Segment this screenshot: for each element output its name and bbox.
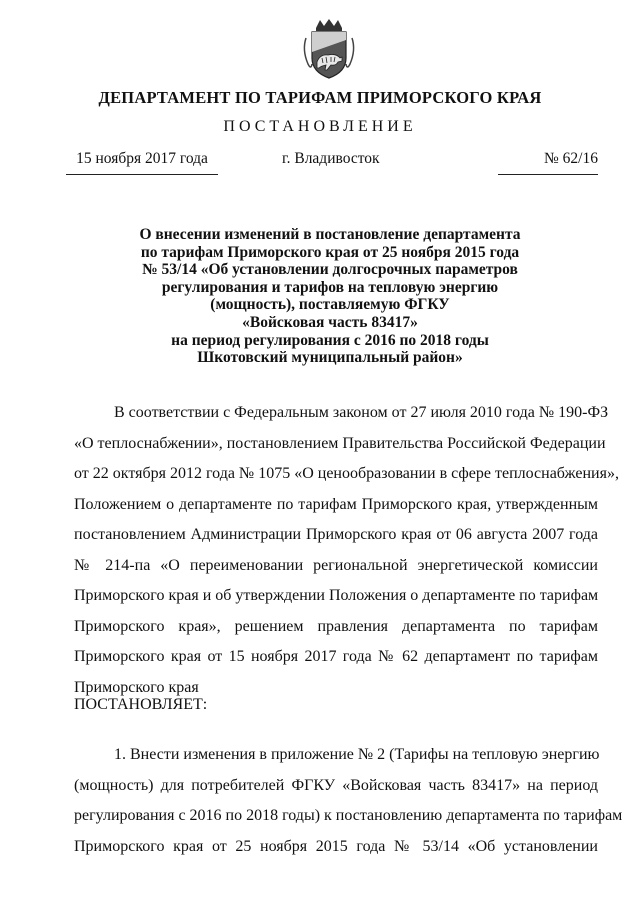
paragraph-line: Приморского края от 15 ноября 2017 года № 62 департамент по тарифам (74, 648, 598, 665)
paragraph-line: 1. Внести изменения в приложение № 2 (Тарифы на тепловую энергию (114, 746, 600, 763)
subject-line: «Войсковая часть 83417» (242, 313, 418, 331)
paragraph-line: Приморского края от 25 ноября 2015 года № 53/14 «Об установлении (74, 837, 598, 855)
paragraph-line: регулирования с 2016 по 2018 годы) к постановлению департамента по тарифам (74, 807, 623, 824)
subject-line: по тарифам Приморского края от 25 ноября 2015 года (140, 243, 520, 261)
document-number: № 62/16 (498, 150, 598, 175)
paragraph-line: (мощность) для потребителей ФГКУ «Войсковая часть 83417» на период (74, 776, 598, 794)
coat-of-arms-icon (298, 18, 360, 80)
paragraph-line: Приморского края (74, 678, 199, 696)
paragraph-line: «О теплоснабжении», постановлением Правительства Российской Федерации (74, 434, 606, 452)
paragraph-item-1 (74, 740, 623, 862)
subject-line: (мощность), поставляемую ФГКУ (210, 296, 450, 314)
subject-line: Шкотовский муниципальный район» (197, 349, 463, 367)
document-meta (0, 150, 640, 180)
subject-line: № 53/14 «Об установлении долгосрочных параметров (142, 261, 518, 279)
document-type: ПОСТАНОВЛЕНИЕ (223, 118, 417, 135)
paragraph-line: постановлением Администрации Приморского края от 06 августа 2007 года (74, 526, 598, 543)
paragraph-line: В соответствии с Федеральным законом от 27 июля 2010 года № 190-ФЗ (114, 404, 609, 421)
subject-line: регулирования и тарифов на тепловую энергию (161, 278, 499, 296)
document-city: г. Владивосток (282, 150, 380, 167)
paragraph-line: Положением о департаменте по тарифам Приморского края, утвержденным (74, 495, 598, 513)
paragraph-line: № 214-па «О переименовании региональной энергетической комиссии (74, 556, 598, 574)
paragraph-line: Приморского края и об утверждении Положения о департаменте по тарифам (74, 587, 599, 604)
resolves-heading: ПОСТАНОВЛЯЕТ: (74, 696, 208, 713)
subject-line: на период регулирования с 2016 по 2018 годы (171, 331, 489, 349)
subject-line: О внесении изменений в постановление департамента (139, 226, 521, 243)
paragraph-line: от 22 октября 2012 года № 1075 «О ценообразовании в сфере теплоснабжения», (74, 465, 619, 482)
document-date: 15 ноября 2017 года (66, 150, 218, 175)
document-subject (120, 226, 540, 367)
paragraph-basis (74, 398, 619, 703)
department-title: ДЕПАРТАМЕНТ ПО ТАРИФАМ ПРИМОРСКОГО КРАЯ (98, 88, 542, 107)
paragraph-line: Приморского края», решением правления департамента по тарифам (74, 617, 598, 635)
